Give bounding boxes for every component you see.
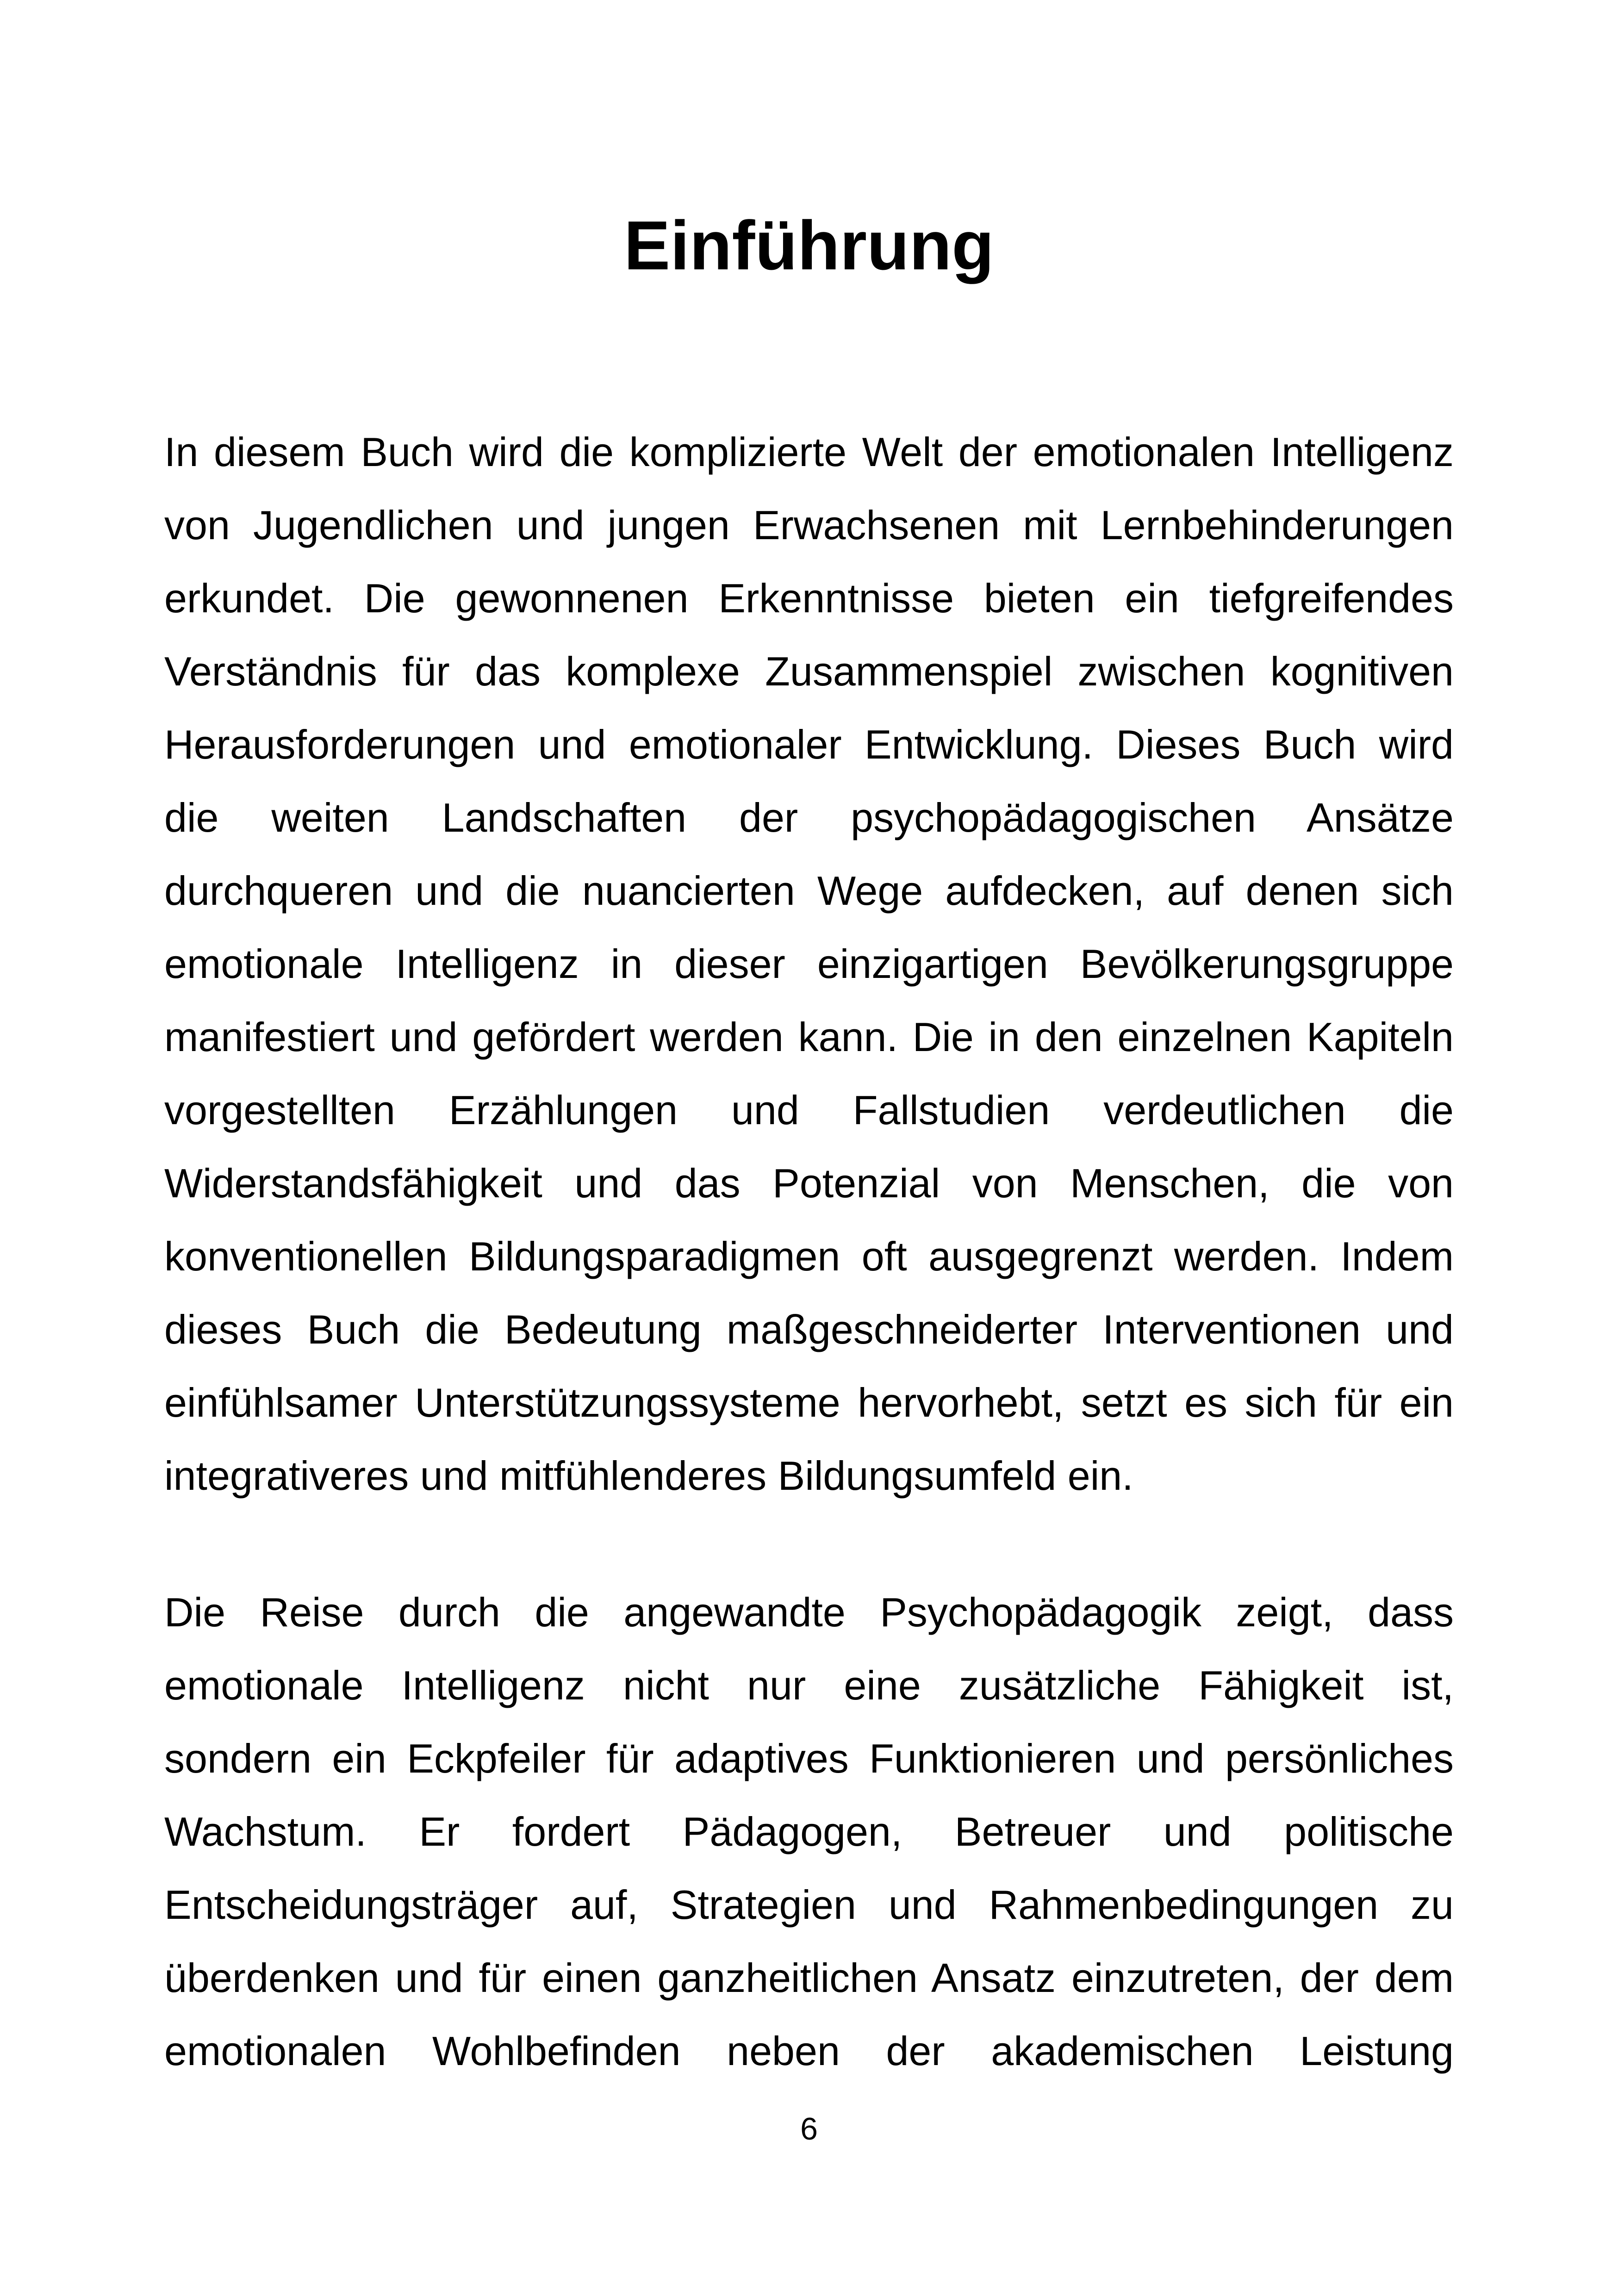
chapter-title: Einführung — [624, 206, 994, 284]
text-line: Herausforderungen und emotionaler Entwicklung. Dieses Buch wird — [164, 722, 1454, 767]
text-line: erkundet. Die gewonnenen Erkenntnisse bieten ein tiefgreifendes — [164, 575, 1454, 621]
text-line: In diesem Buch wird die komplizierte Welt der emotionalen Intelligenz — [164, 429, 1454, 475]
paragraph-text — [164, 416, 1454, 1512]
text-line: Entscheidungsträger auf, Strategien und Rahmenbedingungen zu — [164, 1882, 1454, 1928]
text-line: durchqueren und die nuancierten Wege aufdecken, auf denen sich — [164, 868, 1454, 914]
text-line: emotionalen Wohlbefinden neben der akademischen Leistung — [164, 2028, 1454, 2074]
text-line: die weiten Landschaften der psychopädagogischen Ansätze — [164, 795, 1454, 840]
page-number: 6 — [800, 2111, 818, 2147]
text-line: Verständnis für das komplexe Zusammenspiel zwischen kognitiven — [164, 648, 1454, 694]
paragraph-text — [164, 1576, 1454, 2088]
text-line: vorgestellten Erzählungen und Fallstudien verdeutlichen die — [164, 1087, 1454, 1133]
paragraph-2 — [164, 1576, 1454, 2088]
text-line: sondern ein Eckpfeiler für adaptives Funktionieren und persönliches — [164, 1736, 1454, 1781]
text-line: integrativeres und mitfühlenderes Bildungsumfeld ein. — [164, 1453, 1133, 1499]
text-line: emotionale Intelligenz nicht nur eine zusätzliche Fähigkeit ist, — [164, 1662, 1454, 1708]
text-line: von Jugendlichen und jungen Erwachsenen mit Lernbehinderungen — [164, 502, 1454, 548]
text-line: konventionellen Bildungsparadigmen oft ausgegrenzt werden. Indem — [164, 1233, 1454, 1279]
text-line: einfühlsamer Unterstützungssysteme hervorhebt, setzt es sich für ein — [164, 1380, 1454, 1425]
text-line: überdenken und für einen ganzheitlichen Ansatz einzutreten, der dem — [164, 1955, 1454, 2001]
text-line: Widerstandsfähigkeit und das Potenzial von Menschen, die von — [164, 1160, 1454, 1206]
paragraph-1 — [164, 416, 1454, 1512]
text-line: manifestiert und gefördert werden kann. Die in den einzelnen Kapiteln — [164, 1014, 1454, 1060]
text-line: Die Reise durch die angewandte Psychopädagogik zeigt, dass — [164, 1589, 1454, 1635]
text-line: dieses Buch die Bedeutung maßgeschneiderter Interventionen und — [164, 1307, 1454, 1352]
text-line: Wachstum. Er fordert Pädagogen, Betreuer und politische — [164, 1809, 1454, 1854]
text-line: emotionale Intelligenz in dieser einzigartigen Bevölkerungsgruppe — [164, 941, 1454, 987]
